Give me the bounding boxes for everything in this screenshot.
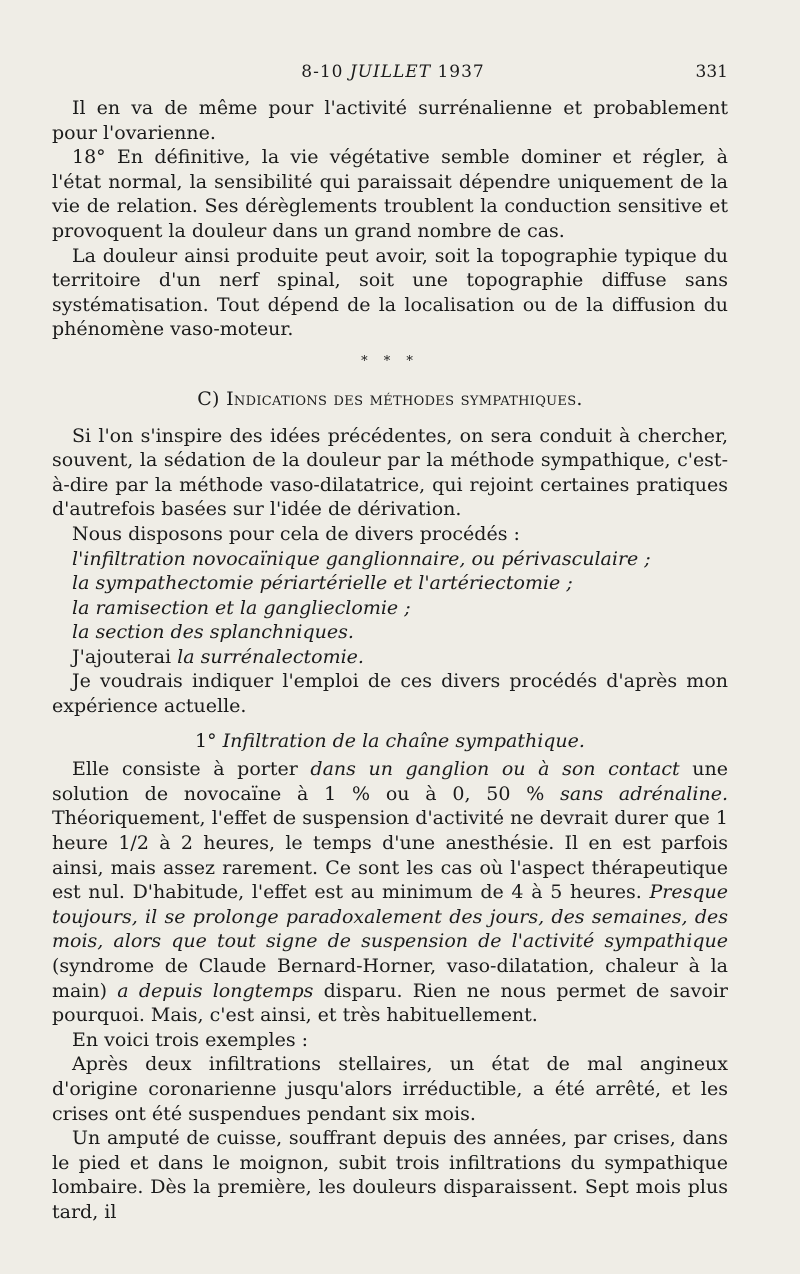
paragraph: 18° En définitive, la vie végétative semble dominer et régler, à l'état normal, la sensibilité qui paraissait dépendre uniquement de la vie de relation. Ses dérèglements troublent la conduction sensitive et provoquent la douleur dans un grand nombre de cas. (52, 146, 728, 242)
list-item: la sympathectomie périartérielle et l'artériectomie ; (72, 572, 573, 595)
list-item: l'infiltration novocaïnique ganglionnaire, ou périvasculaire ; (72, 547, 651, 570)
paragraph: Je voudrais indiquer l'emploi de ces divers procédés d'après mon expérience actuelle. (52, 670, 728, 718)
list-item: la section des splanchniques. (72, 621, 354, 644)
section-title: C) Indications des méthodes sympathiques. (197, 387, 583, 410)
page-number: 331 (695, 62, 728, 82)
paragraph: Un amputé de cuisse, souffrant depuis des années, par crises, dans le pied et dans le moignon, subit trois infiltrations du sympathique lombaire. Dès la première, les douleurs disparaissent. Sept mois plus tard, il (52, 1127, 728, 1223)
paragraph: En voici trois exemples : (72, 1028, 309, 1051)
paragraph: La douleur ainsi produite peut avoir, soit la topographie typique du territoire d'un nerf spinal, soit une topographie diffuse sans systématisation. Tout dépend de la localisation ou de la diffusion du phénomène vaso-moteur. (52, 244, 728, 341)
list-item: la ramisection et la ganglieclomie ; (72, 596, 411, 619)
running-head: 8-10 JUILLET 1937 (301, 62, 485, 82)
section-separator: * * * (361, 353, 419, 369)
page-header (58, 62, 728, 86)
paragraph: Si l'on s'inspire des idées précédentes, on sera conduit à chercher, souvent, la sédation de la douleur par la méthode sympathique, c'est-à-dire par la méthode vaso-dilatatrice, qui rejoint certaines pratiques d'autrefois basées sur l'idée de dérivation. (52, 424, 728, 521)
paragraph: Elle consiste à porter dans un ganglion ou à son contact une solution de novocaïne à 1 % ou à 0, 50 % sans adrénaline. Théoriquement, l'effet de suspension d'activité ne devrait durer que 1 heure 1/2 à 2 heures, le temps d'une anesthésie. Il en est parfois ainsi, mais assez rarement. Ce sont les cas où l'aspect thérapeutique est nul. D'habitude, l'effet est au minimum de 4 à 5 heures. Presque toujours, il se prolonge paradoxalement des jours, des semaines, des mois, alors que tout signe de suspension de l'activité sympathique (syndrome de Claude Bernard-Horner, vaso-dilatation, chaleur à la main) a depuis longtemps disparu. Rien ne nous permet de savoir pourquoi. Mais, c'est ainsi, et très habituellement. (52, 758, 728, 1027)
paragraph: Après deux infiltrations stellaires, un état de mal angineux d'origine coronarienne jusqu'alors irréductible, a été arrêté, et les crises ont été suspendues pendant six mois. (52, 1053, 728, 1125)
subsection-title: 1° Infiltration de la chaîne sympathique. (195, 729, 585, 752)
paragraph: J'ajouterai la surrénalectomie. (72, 645, 364, 668)
page-body (52, 96, 728, 1225)
paragraph: Il en va de même pour l'activité surrénalienne et probablement pour l'ovarienne. (52, 97, 728, 144)
paragraph: Nous disposons pour cela de divers procédés : (72, 522, 520, 545)
